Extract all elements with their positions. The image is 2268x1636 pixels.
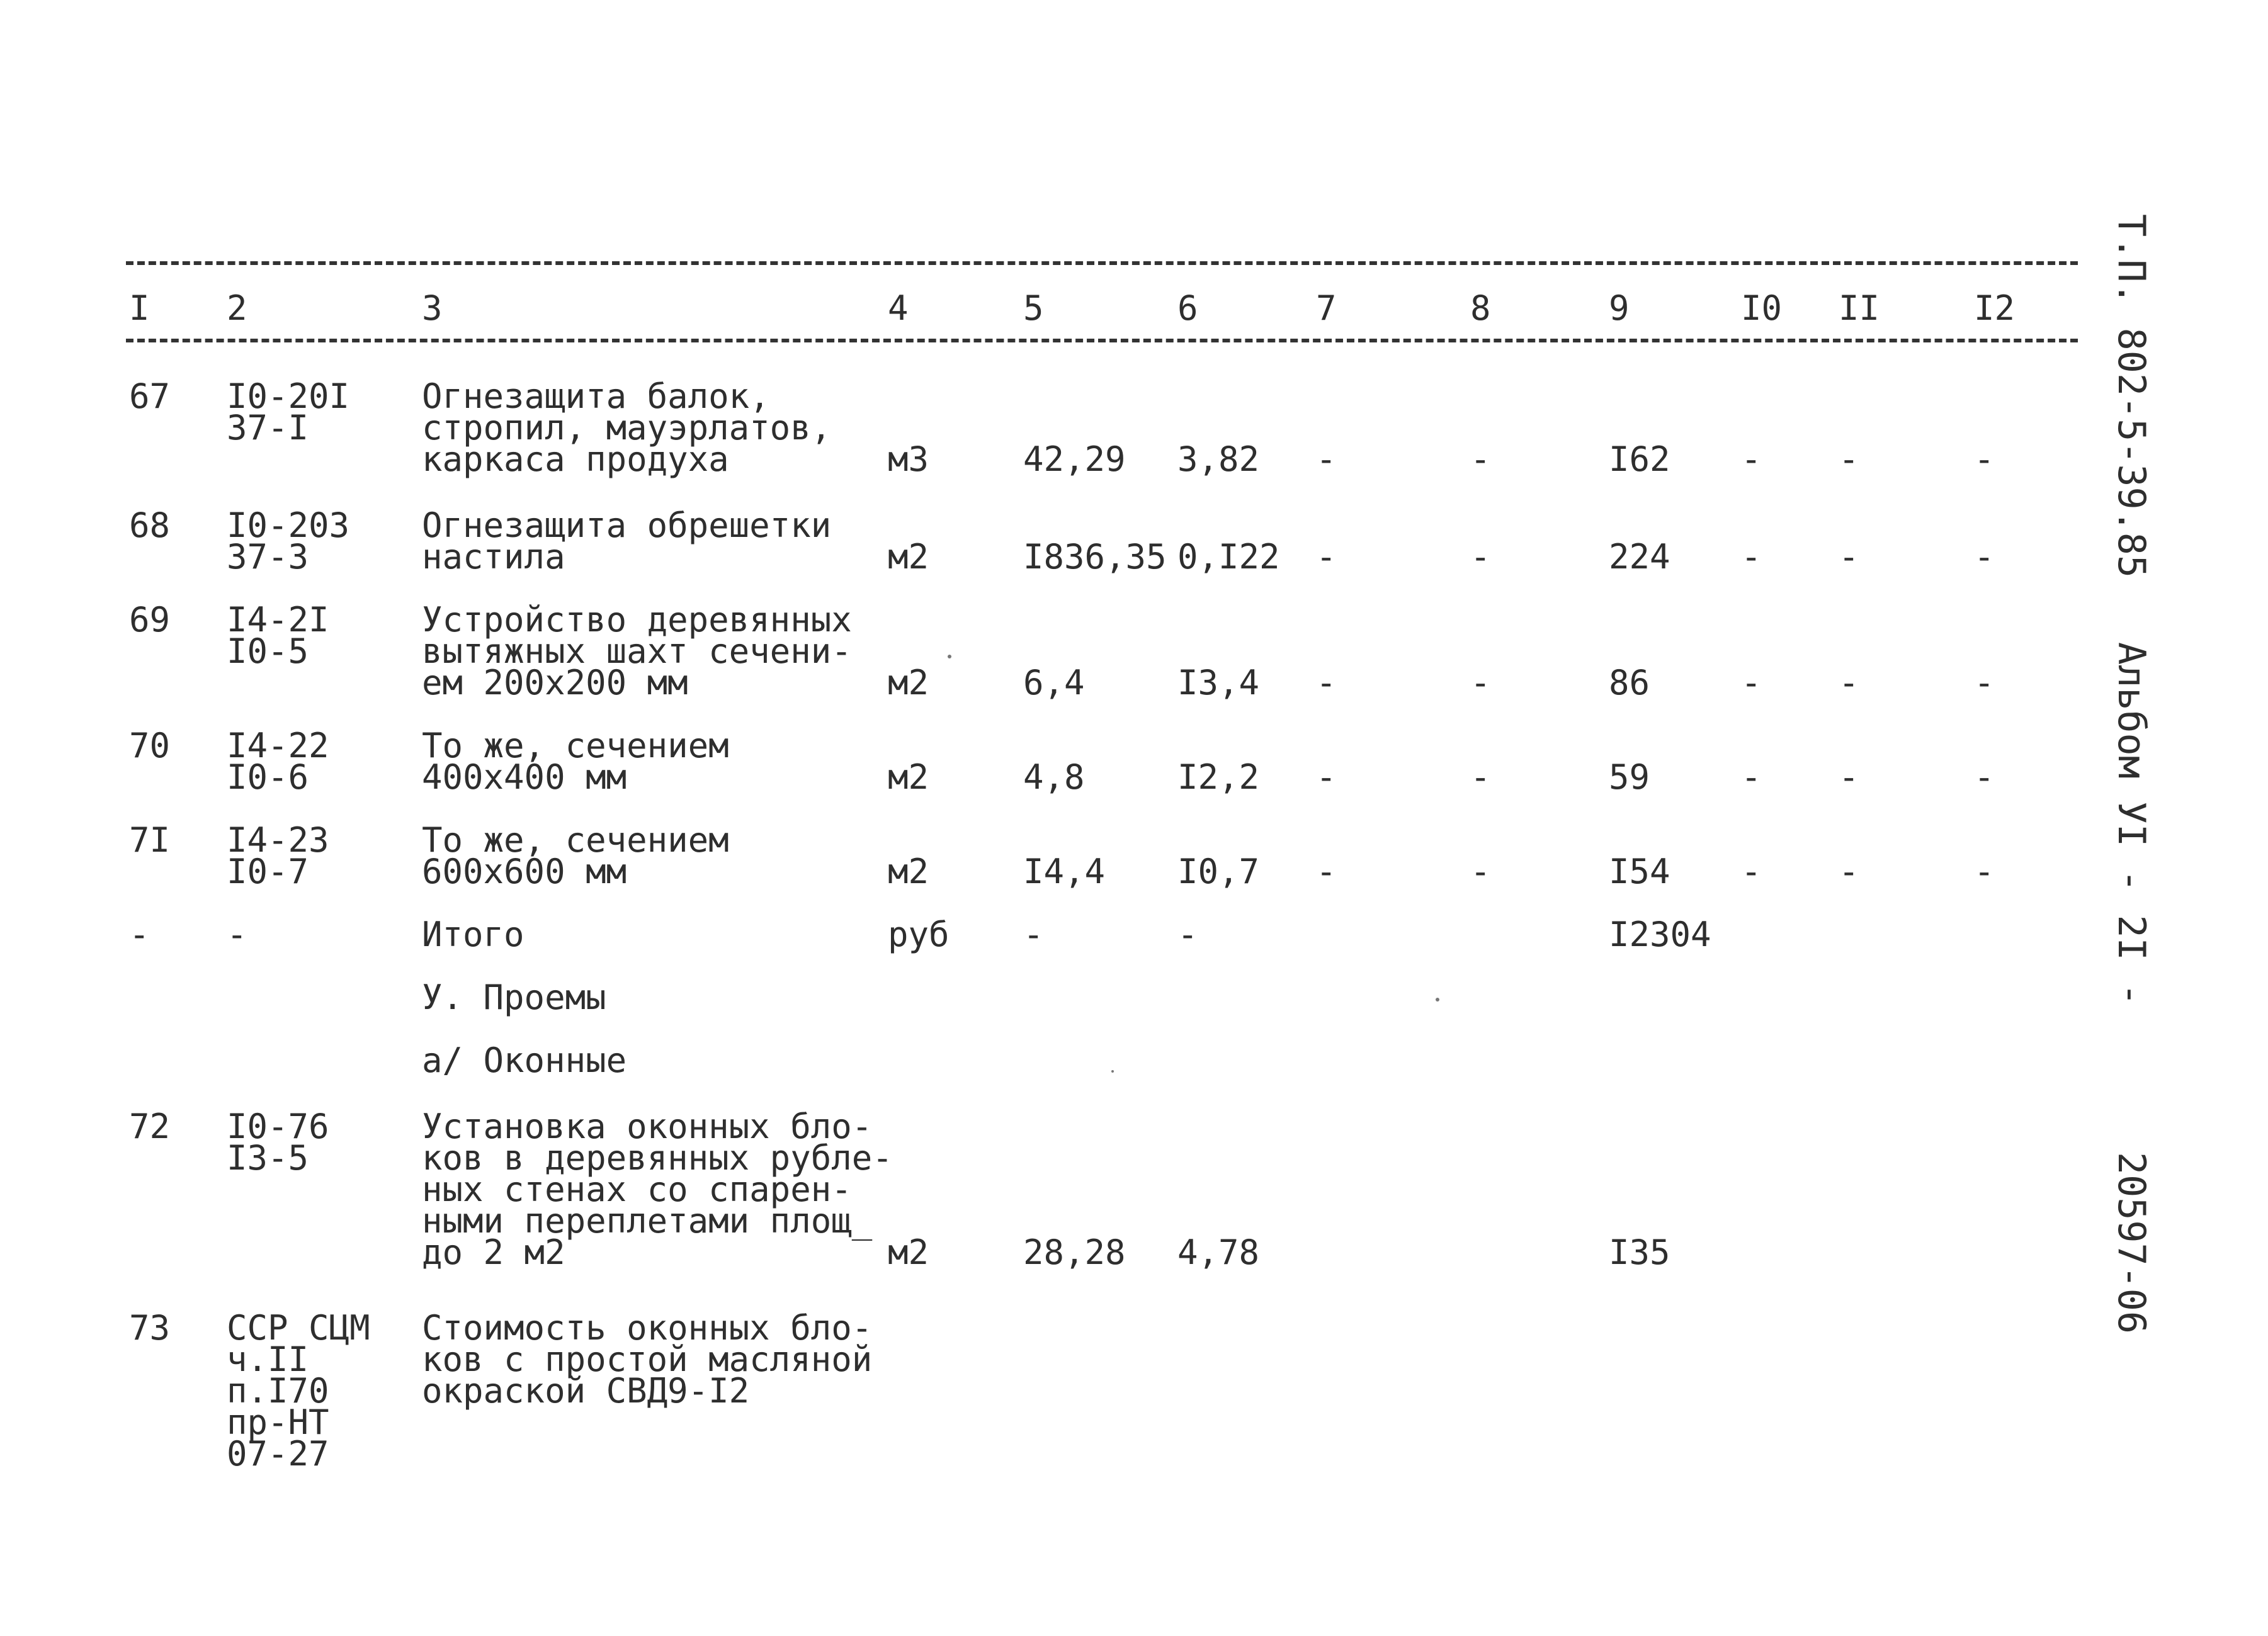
column-header-1: I	[129, 288, 150, 328]
column-header-10: I0	[1741, 288, 1783, 328]
work-description: Огнезащита балок, стропил, мауэрлатов, каркаса продуха	[422, 376, 832, 479]
album-page-stamp: Альбом УI - 2I -	[2109, 642, 2153, 1006]
total-cost: I62	[1609, 439, 1670, 479]
column-header-11: II	[1839, 288, 1880, 328]
quantity: I4,4	[1023, 852, 1106, 891]
total-cost: I35	[1609, 1233, 1670, 1272]
unit: м2	[888, 1233, 929, 1272]
col-7-value: -	[1316, 852, 1337, 891]
subsection-heading: а/ Оконные	[422, 1041, 627, 1080]
work-description: То же, сечением 600х600 мм	[422, 820, 729, 891]
header-bottom-rule	[126, 339, 2078, 342]
col-7-value: -	[1316, 439, 1337, 479]
unit: м2	[888, 663, 929, 702]
unit-cost: 0,I22	[1177, 537, 1280, 577]
col-10-value: -	[1741, 852, 1762, 891]
col-8-value: -	[1470, 663, 1491, 702]
total-cost: 86	[1609, 663, 1650, 702]
unit-cost: -	[1177, 915, 1198, 954]
col-11-value: -	[1839, 852, 1859, 891]
total-cost: 224	[1609, 537, 1670, 577]
row-number: 70	[129, 726, 171, 765]
column-header-2: 2	[227, 288, 247, 328]
col-11-value: -	[1839, 537, 1859, 577]
row-number: 67	[129, 376, 171, 416]
total-label: Итого	[422, 915, 524, 954]
col-8-value: -	[1470, 852, 1491, 891]
unit-cost: 3,82	[1177, 439, 1260, 479]
row-number: 72	[129, 1107, 171, 1146]
col-8-value: -	[1470, 537, 1491, 577]
col-7-value: -	[1316, 757, 1337, 797]
column-header-9: 9	[1609, 288, 1630, 328]
row-number: 73	[129, 1308, 171, 1348]
work-description: То же, сечением 400х400 мм	[422, 726, 729, 797]
col-10-value: -	[1741, 757, 1762, 797]
norm-code: I0-20I 37-I	[227, 376, 350, 448]
section-heading: У. Проемы	[422, 978, 606, 1017]
document-code-stamp: Т.П. 802-5-39.85	[2109, 214, 2153, 578]
work-description: Установка оконных бло- ков в деревянных рубле- ных стенах со спарен- ными переплетами площ_ до 2 м2	[422, 1107, 893, 1272]
unit-cost: I3,4	[1177, 663, 1260, 702]
total-sum: I2304	[1609, 915, 1711, 954]
norm-code: I4-23 I0-7	[227, 820, 329, 891]
col-11-value: -	[1839, 663, 1859, 702]
scan-speck	[1436, 998, 1439, 1001]
norm-code: I0-203 37-3	[227, 505, 350, 577]
row-number: 7I	[129, 820, 171, 860]
unit: м2	[888, 537, 929, 577]
quantity: I836,35	[1023, 537, 1167, 577]
norm-code: ССР СЦМ ч.II п.I70 пр-НТ 07-27	[227, 1308, 370, 1474]
norm-code: -	[227, 915, 247, 954]
col-10-value: -	[1741, 663, 1762, 702]
col-11-value: -	[1839, 757, 1859, 797]
col-12-value: -	[1974, 757, 1995, 797]
total-cost: 59	[1609, 757, 1650, 797]
norm-code: I4-2I I0-5	[227, 600, 329, 671]
unit: руб	[888, 915, 950, 954]
norm-code: I4-22 I0-6	[227, 726, 329, 797]
column-header-12: I2	[1974, 288, 2016, 328]
unit-cost: 4,78	[1177, 1233, 1260, 1272]
column-header-6: 6	[1177, 288, 1198, 328]
col-7-value: -	[1316, 663, 1337, 702]
work-description: Устройство деревянных вытяжных шахт сечени- ем 200х200 мм	[422, 600, 852, 702]
quantity: 28,28	[1023, 1233, 1126, 1272]
unit: м3	[888, 439, 929, 479]
scan-speck	[948, 655, 951, 658]
col-7-value: -	[1316, 537, 1337, 577]
unit-cost: I2,2	[1177, 757, 1260, 797]
table-top-rule	[126, 261, 2078, 265]
quantity: 42,29	[1023, 439, 1126, 479]
column-header-8: 8	[1470, 288, 1491, 328]
work-description: Огнезащита обрешетки настила	[422, 505, 832, 577]
total-cost: I54	[1609, 852, 1670, 891]
unit-cost: I0,7	[1177, 852, 1260, 891]
col-10-value: -	[1741, 439, 1762, 479]
unit: м2	[888, 757, 929, 797]
quantity: 4,8	[1023, 757, 1085, 797]
scan-speck	[1111, 1070, 1114, 1073]
row-number: 69	[129, 600, 171, 640]
col-12-value: -	[1974, 439, 1995, 479]
col-12-value: -	[1974, 537, 1995, 577]
col-8-value: -	[1470, 757, 1491, 797]
unit: м2	[888, 852, 929, 891]
column-header-row	[0, 286, 2268, 330]
work-description: Стоимость оконных бло- ков с простой масляной окраской СВД9-I2	[422, 1308, 873, 1411]
column-header-4: 4	[888, 288, 909, 328]
inventory-number-stamp: 20597-06	[2109, 1152, 2153, 1334]
row-number: -	[129, 915, 150, 954]
col-12-value: -	[1974, 852, 1995, 891]
column-header-5: 5	[1023, 288, 1044, 328]
quantity: 6,4	[1023, 663, 1085, 702]
row-number: 68	[129, 505, 171, 545]
quantity: -	[1023, 915, 1044, 954]
col-10-value: -	[1741, 537, 1762, 577]
column-header-7: 7	[1316, 288, 1337, 328]
column-header-3: 3	[422, 288, 443, 328]
col-11-value: -	[1839, 439, 1859, 479]
col-8-value: -	[1470, 439, 1491, 479]
norm-code: I0-76 I3-5	[227, 1107, 329, 1178]
col-12-value: -	[1974, 663, 1995, 702]
